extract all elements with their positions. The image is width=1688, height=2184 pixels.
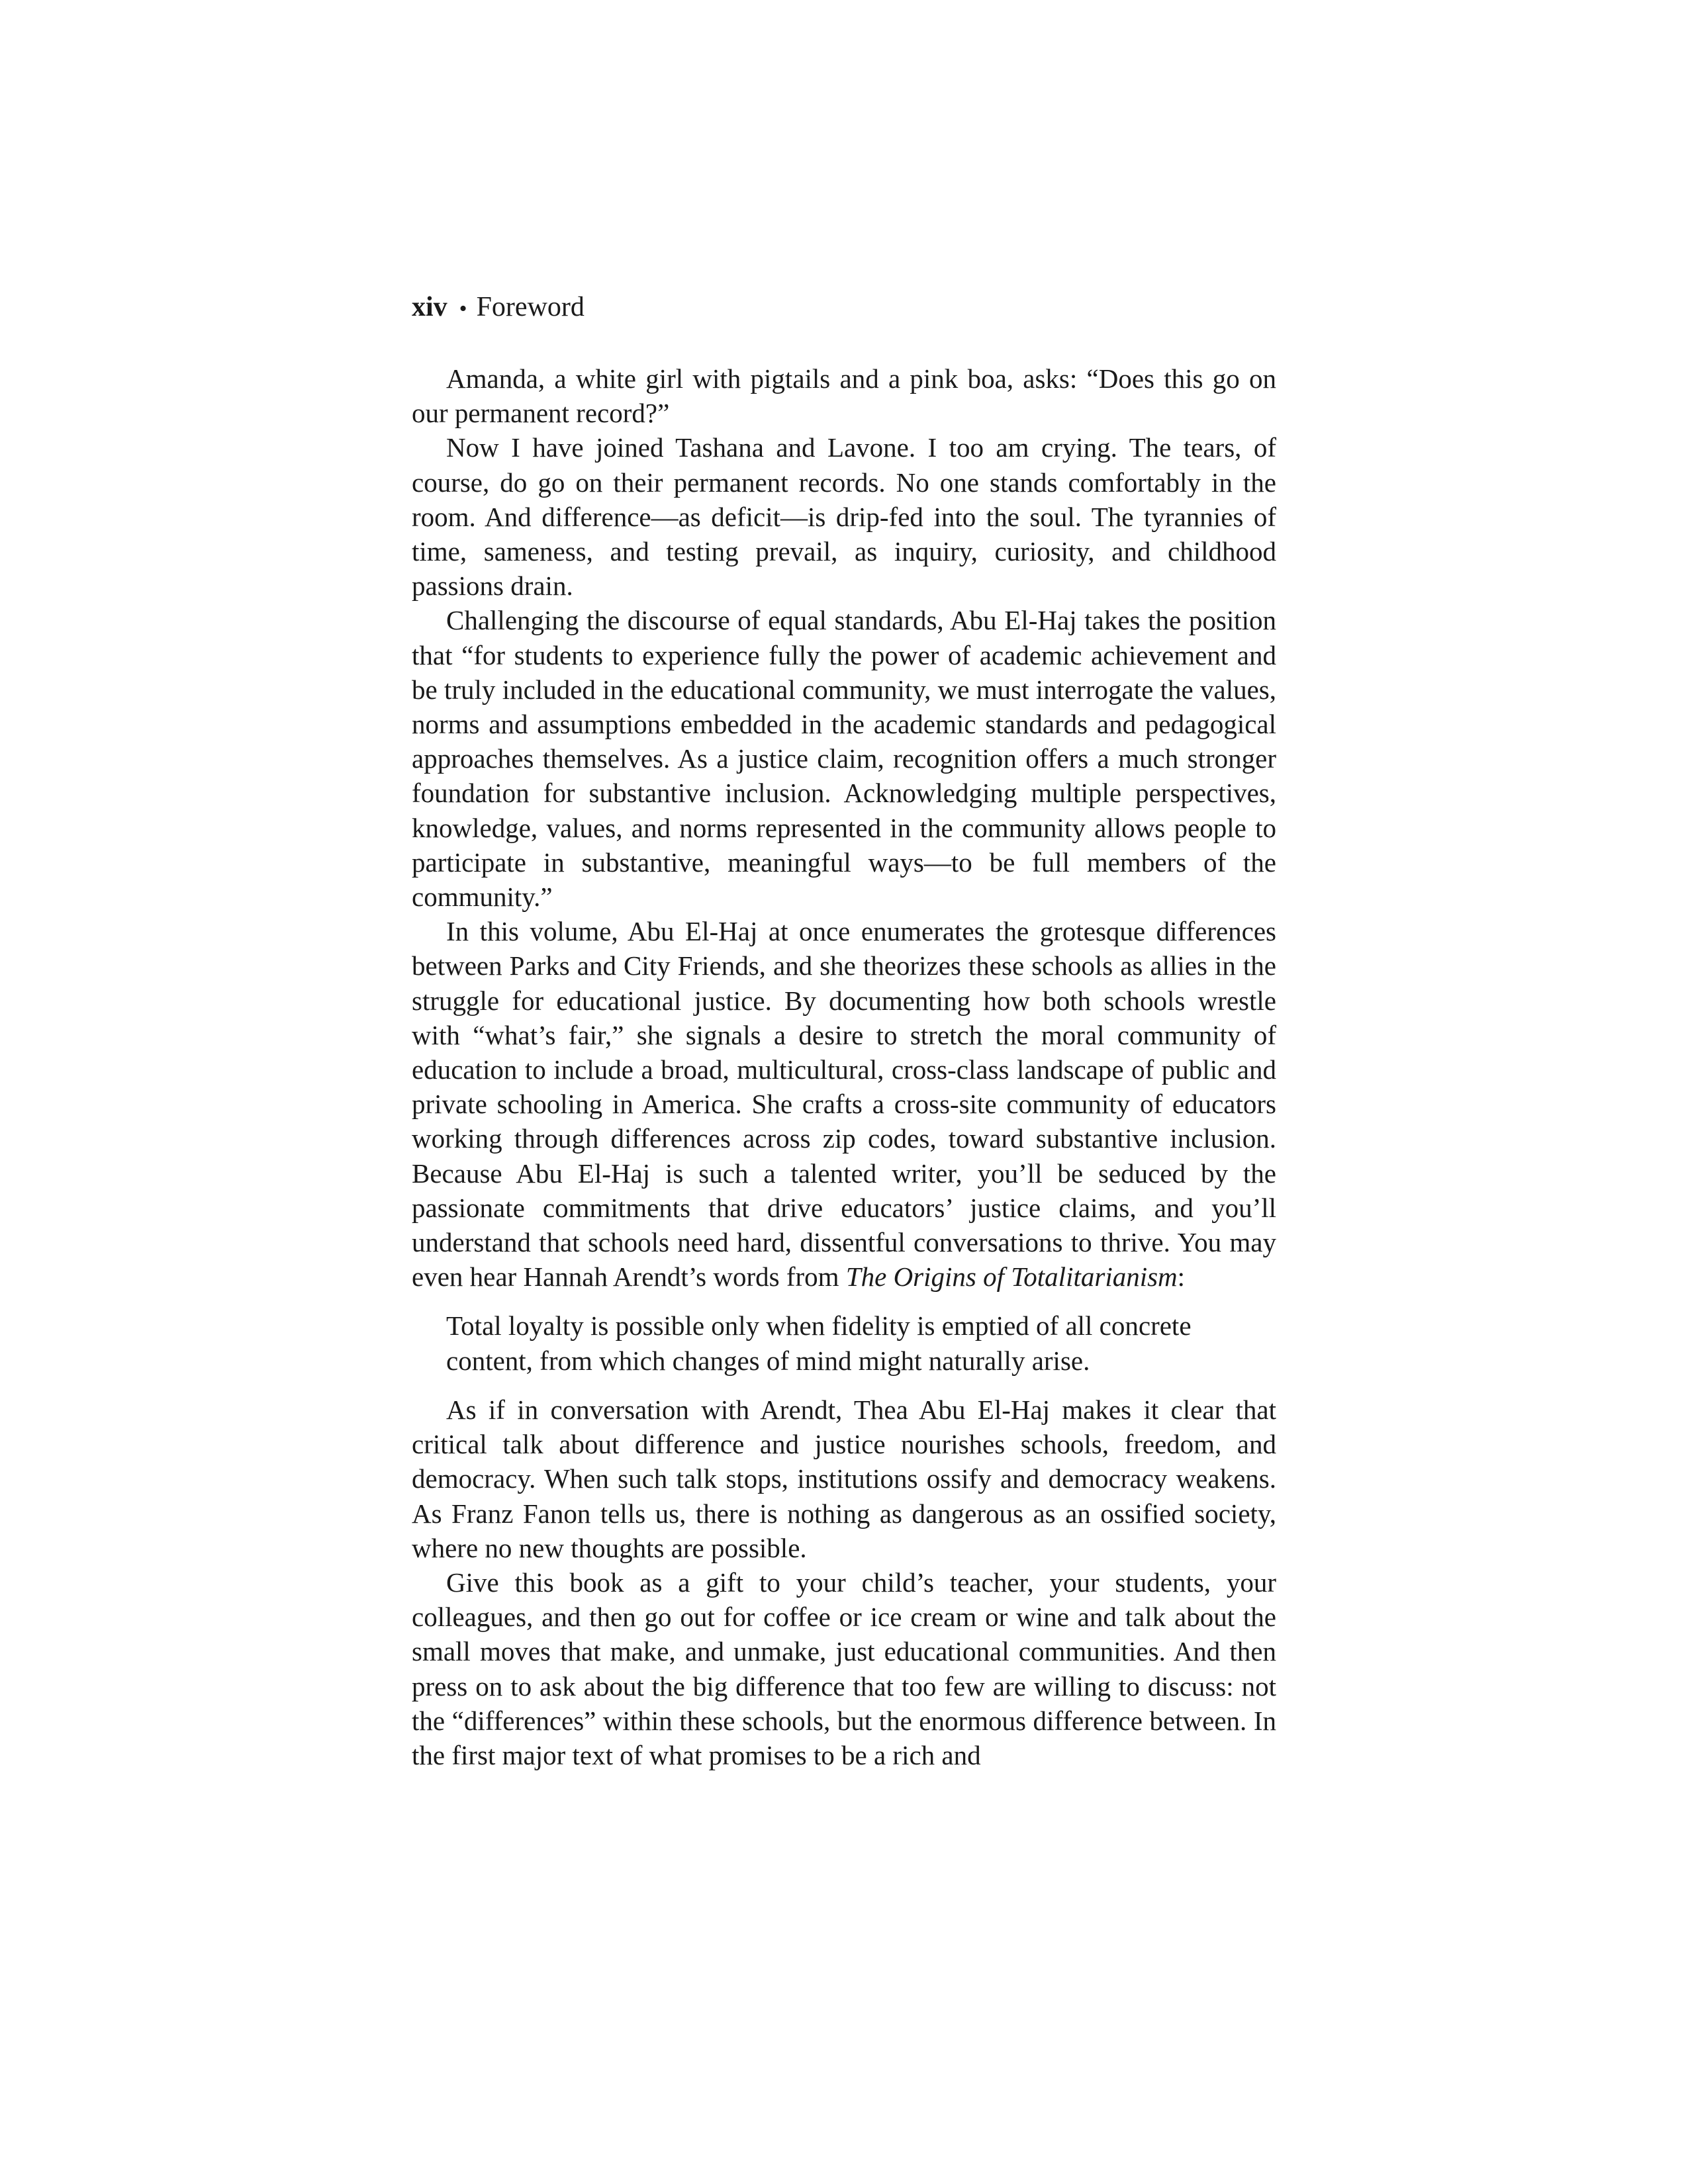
paragraph-amanda: Amanda, a white girl with pigtails and a pink boa, asks: “Does this go on our permanent record?” <box>412 363 1276 429</box>
bullet-separator: • <box>459 296 467 321</box>
running-head <box>412 289 585 328</box>
paragraph-this-volume-text: In this volume, Abu El-Haj at once enumerates the grotesque differences between Parks and City Friends, and she theorizes these schools as allies in the struggle for educational justice. By documenting how both schools wrestle with “what’s fair,” she signals a desire to stretch the moral community of education to include a broad, multicultural, cross-class landscape of public and private schooling in America. She crafts a cross-site community of educators working through differences across zip codes, toward substantive inclusion. Because Abu El-Haj is such a talented writer, you’ll be seduced by the passionate commitments that drive educators’ justice claims, and you’ll understand that schools need hard, dissentful conversations to thrive. You may even hear Hannah Arendt’s words from <box>412 916 1276 1293</box>
paragraph-this-volume <box>412 914 1276 1294</box>
paragraph-gift: Give this book as a gift to your child’s teacher, your students, your colleagues, and then go out for coffee or ice cream or wine and talk about the small moves that make, and unmake, just educational communities. And then press on to ask about the big difference that too few are willing to discuss: not the “differences” within these schools, but the enormous difference between. In the first major text of what promises to be a rich and <box>412 1567 1276 1770</box>
quote-line: content, from which changes of mind might naturally arise. <box>446 1345 1090 1376</box>
book-title: The Origins of Totalitarianism <box>845 1261 1178 1293</box>
paragraph-arendt-conversation: As if in conversation with Arendt, Thea Abu El-Haj makes it clear that critical talk about difference and justice nourishes schools, freedom, and democracy. When such talk stops, institutions ossify and democracy weakens. As Franz Fanon tells us, there is nothing as dangerous as an ossified society, where no new thoughts are possible. <box>412 1394 1276 1563</box>
page-number: xiv <box>412 292 447 322</box>
paragraph-equal-standards: Challenging the discourse of equal standards, Abu El-Haj takes the position that “for students to experience fully the power of academic achievement and be truly included in the educational community, we must interrogate the values, norms and assumptions embedded in the academic standards and pedagogical approaches themselves. As a justice claim, recognition offers a much stronger foundation for substantive inclusion. Acknowledging multiple perspectives, knowledge, values, and norms represented in the community allows people to participate in substantive, meaningful ways—to be full members of the community.” <box>412 605 1276 913</box>
paragraph-this-volume-ending: : <box>1177 1261 1186 1293</box>
arendt-quote <box>446 1308 1241 1377</box>
section-title: Foreword <box>476 292 585 322</box>
quote-line: Total loyalty is possible only when fidelity is emptied of all concrete <box>446 1310 1192 1342</box>
paragraph-crying: Now I have joined Tashana and Lavone. I too am crying. The tears, of course, do go on their permanent records. No one stands comfortably in the room. And difference—as deficit—is drip-fed into the soul. The tyrannies of time, sameness, and testing prevail, as inquiry, curiosity, and childhood passions drain. <box>412 432 1276 602</box>
body-text <box>412 361 1276 1772</box>
